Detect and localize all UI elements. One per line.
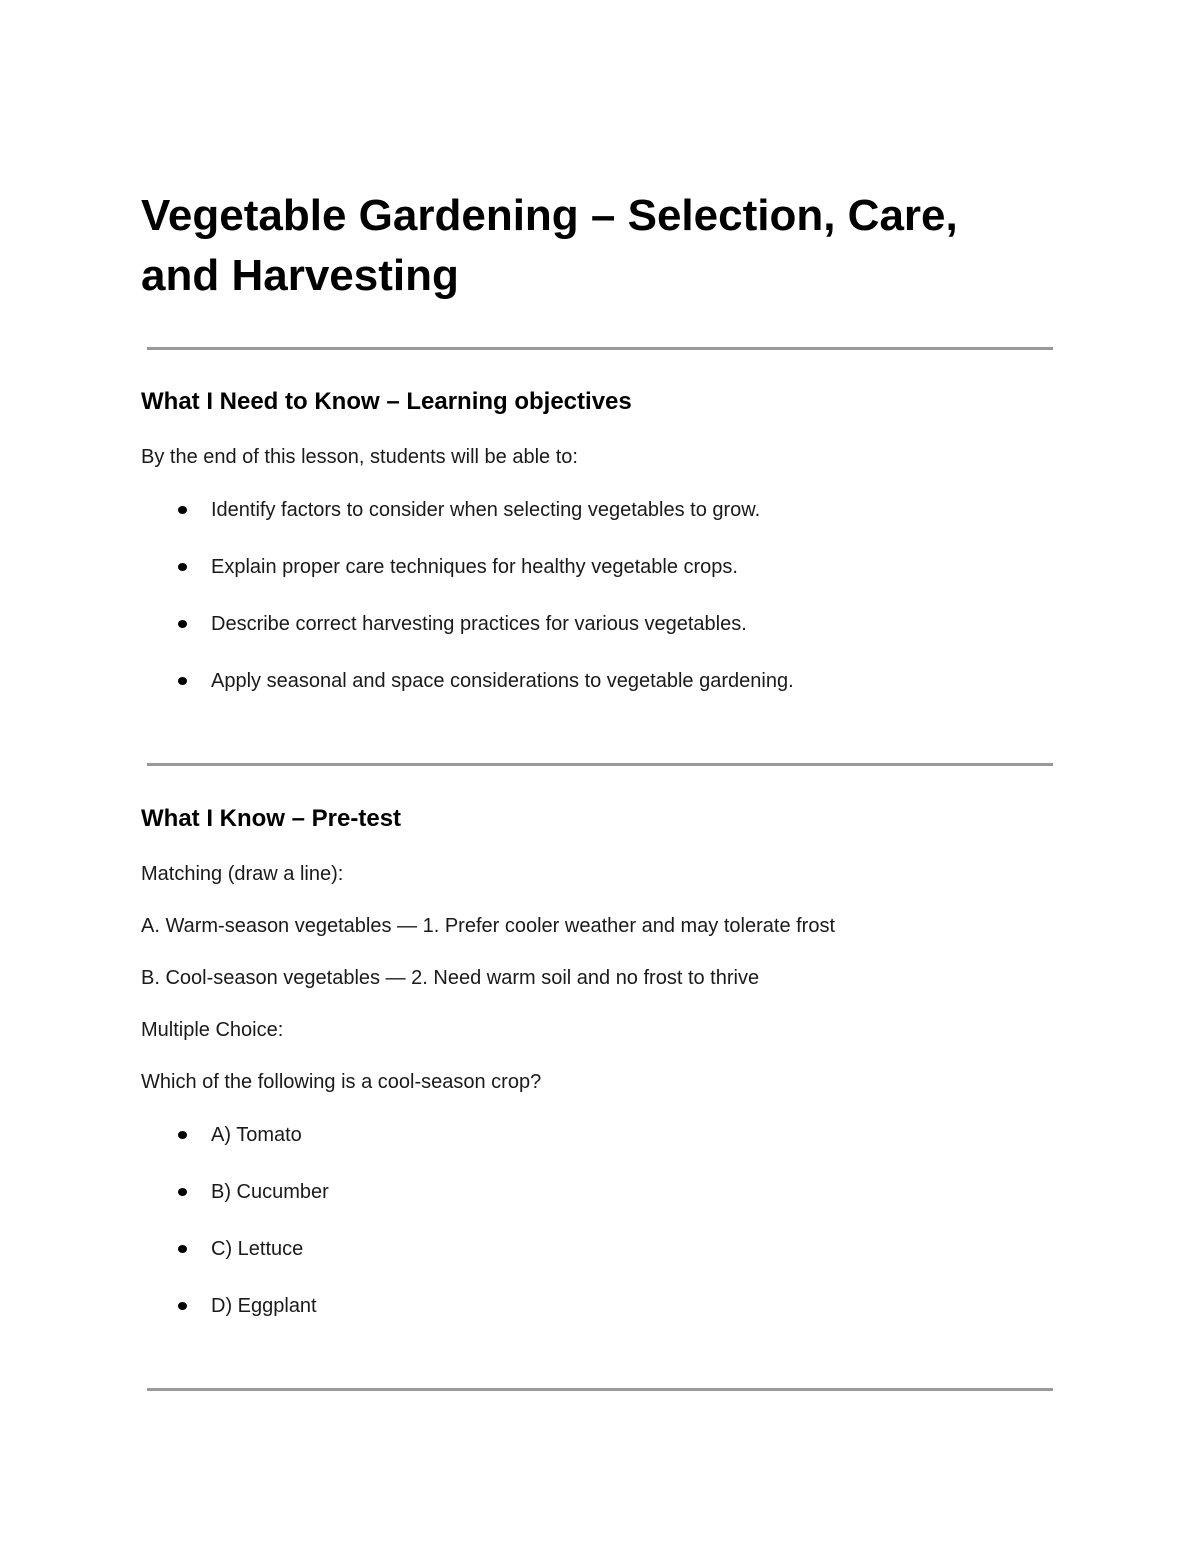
matching-item: A. Warm-season vegetables — 1. Prefer cooler weather and may tolerate frost [141, 915, 836, 937]
objective-item: Apply seasonal and space considerations to vegetable gardening. [211, 670, 794, 692]
bullet-icon [178, 1302, 187, 1310]
bullet-icon [178, 1131, 187, 1139]
bullet-icon [178, 506, 187, 514]
document-title-line-2: and Harvesting [141, 251, 459, 300]
objective-item: Identify factors to consider when selecting vegetables to grow. [211, 499, 761, 521]
objectives-heading: What I Need to Know – Learning objectives [141, 388, 632, 415]
bullet-icon [178, 1188, 187, 1196]
mc-option: A) Tomato [211, 1124, 302, 1146]
multiple-choice-question: Which of the following is a cool-season crop? [141, 1071, 542, 1093]
mc-option: C) Lettuce [211, 1238, 304, 1260]
section-divider [147, 347, 1053, 350]
bullet-icon [178, 1245, 187, 1253]
objectives-intro: By the end of this lesson, students will be able to: [141, 446, 578, 468]
mc-option: B) Cucumber [211, 1181, 329, 1203]
document-title-line-1: Vegetable Gardening – Selection, Care, [141, 191, 958, 240]
bullet-icon [178, 563, 187, 571]
objective-item: Explain proper care techniques for healthy vegetable crops. [211, 556, 738, 578]
matching-item: B. Cool-season vegetables — 2. Need warm soil and no frost to thrive [141, 967, 760, 989]
section-divider [147, 1388, 1053, 1391]
objective-item: Describe correct harvesting practices for various vegetables. [211, 613, 747, 635]
bullet-icon [178, 620, 187, 628]
pretest-heading: What I Know – Pre-test [141, 805, 402, 832]
mc-option: D) Eggplant [211, 1295, 317, 1317]
bullet-icon [178, 677, 187, 685]
section-divider [147, 763, 1053, 766]
multiple-choice-label: Multiple Choice: [141, 1019, 284, 1041]
matching-label: Matching (draw a line): [141, 863, 344, 885]
